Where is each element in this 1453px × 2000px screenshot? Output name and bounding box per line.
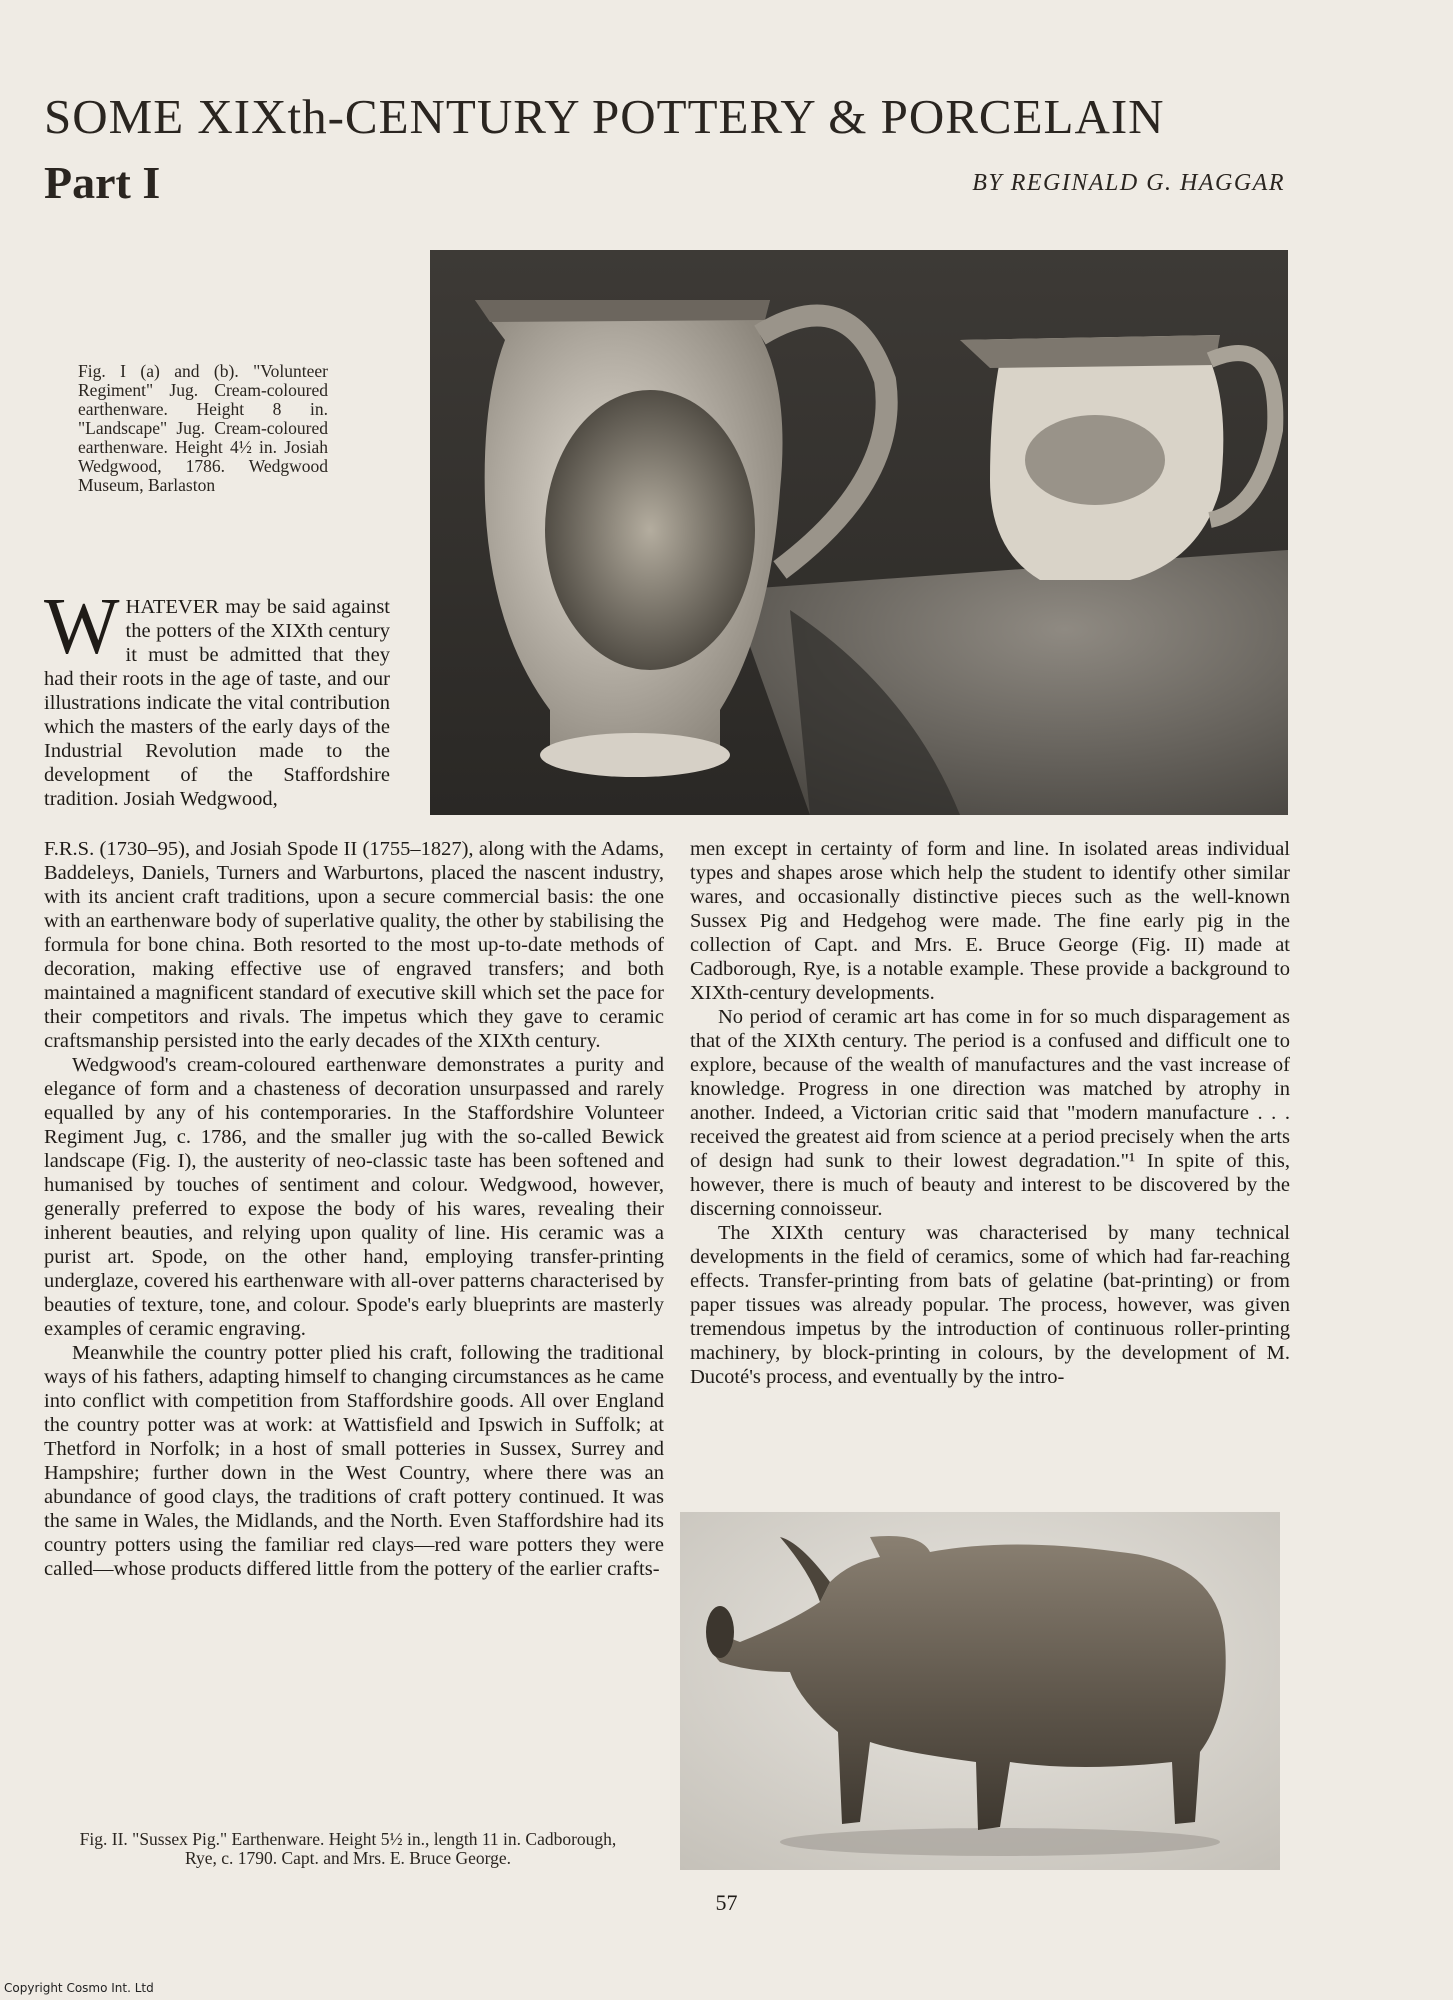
left-paragraph-2: Wedgwood's cream-coloured earthenware demonstrates a purity and elegance of form and a chasteness of decoration unsurpassed and rarely equalled by any of his contemporaries. In the Staffordshire Volunteer Regiment Jug, c. 1786, and the smaller jug with the so-called Bewick landscape (Fig. I), the austerity of neo-classic taste has been softened and humanised by touches of sentiment and colour. Wedgwood, however, generally preferred to expose the body of his wares, revealing their inherent beauties, and relying upon quality of line. His ceramic was a purist art. Spode, on the other hand, employing transfer-printing underglaze, covered his earthenware with all-over patterns characterised by beauties of texture, tone, and colour. Spode's early blueprints are masterly examples of ceramic engraving.	[44, 1054, 664, 1340]
left-paragraph-3: Meanwhile the country potter plied his craft, following the traditional ways of his fathers, adapting himself to changing circumstances as he came into conflict with competition from Staffordshire goods. All over England the country potter was at work: at Wattisfield and Ipswich in Suffolk; at Thetford in Norfolk; in a host of small potteries in Sussex, Surrey and Hampshire; further down in the West Country, where there was an abundance of good clays, the traditions of craft pottery continued. It was the same in Wales, the Midlands, and the North. Even Staffordshire had its country potters using the familiar red clays—red ware potters they were called—whose products differed little from the pottery of the earlier crafts-	[44, 1342, 664, 1580]
article-title: SOME XIXth-CENTURY POTTERY & PORCELAIN	[44, 89, 1165, 144]
page-number: 57	[715, 1890, 738, 1915]
right-paragraph-2: No period of ceramic art has come in for so much disparagement as that of the XIXth century. The period is a confused and difficult one to explore, because of the wealth of manufactures and the vast increase of knowledge. Progress in one direction was matched by atrophy in another. Indeed, a Victorian critic said that "modern manufacture . . . received the greatest aid from science at a period precisely when the arts of design had sunk to their lowest degradation."¹ In spite of this, however, there is much of beauty and interest to be discovered by the discerning connoisseur.	[690, 1006, 1290, 1220]
figure-2-pig-photo	[680, 1512, 1280, 1870]
article-left-column	[44, 837, 664, 1581]
lead-paragraph	[44, 583, 390, 811]
article-right-column	[690, 837, 1290, 1389]
article-lead-column	[44, 583, 390, 811]
figure-1-caption: Fig. I (a) and (b). "Volunteer Regiment" Jug. Cream-coloured earthenware. Height 8 in. "Landscape" Jug. Cream-coloured earthenware. Height 4½ in. Josiah Wedgwood, 1786. Wedgwood Museum, Barlaston	[78, 361, 328, 495]
right-paragraph-1: men except in certainty of form and line. In isolated areas individual types and shapes arose which help the student to identify other similar wares, and occasionally distinctive pieces such as the well-known Sussex Pig and Hedgehog were made. The fine early pig in the collection of Capt. and Mrs. E. Bruce George (Fig. II) made at Cadborough, Rye, is a notable example. These provide a background to XIXth-century developments.	[690, 838, 1290, 1004]
copyright-notice: Copyright Cosmo Int. Ltd	[4, 1981, 154, 1995]
left-continuation: F.R.S. (1730–95), and Josiah Spode II (1755–1827), along with the Adams, Baddeleys, Daniels, Turners and Warburtons, placed the nascent industry, with its ancient craft traditions, upon a secure commercial basis: the one with an earthenware body of superlative quality, the other by stabilising the formula for bone china. Both resorted to the most up-to-date methods of decoration, making effective use of engraved transfers; and both maintained a magnificent standard of executive skill which set the pace for their competitors and rivals. The impetus which they gave to ceramic craftsmanship persisted into the early decades of the XIXth century.	[44, 838, 664, 1052]
figure-2-caption: Fig. II. "Sussex Pig." Earthenware. Height 5½ in., length 11 in. Cadborough, Rye, c. 1790. Capt. and Mrs. E. Bruce George.	[79, 1829, 617, 1868]
article-part: Part I	[44, 157, 161, 208]
figure-1-jugs-photo	[430, 250, 1288, 815]
drop-cap: W	[44, 583, 120, 671]
lead-text: HATEVER may be said against the potters of the XIXth century it must be admitted that they had their roots in the age of taste, and our illustrations indicate the vital contribution which the masters of the early days of the Industrial Revolution made to the development of the Staffordshire tradition. Josiah Wedgwood,	[44, 596, 390, 810]
right-paragraph-3: The XIXth century was characterised by many technical developments in the field of ceramics, some of which had far-reaching effects. Transfer-printing from bats of gelatine (bat-printing) or from paper tissues was already popular. The process, however, was given tremendous impetus by the introduction of continuous roller-printing machinery, by block-printing in colours, by the development of M. Ducoté's process, and eventually by the intro-	[690, 1222, 1290, 1388]
article-byline: BY REGINALD G. HAGGAR	[972, 170, 1285, 196]
